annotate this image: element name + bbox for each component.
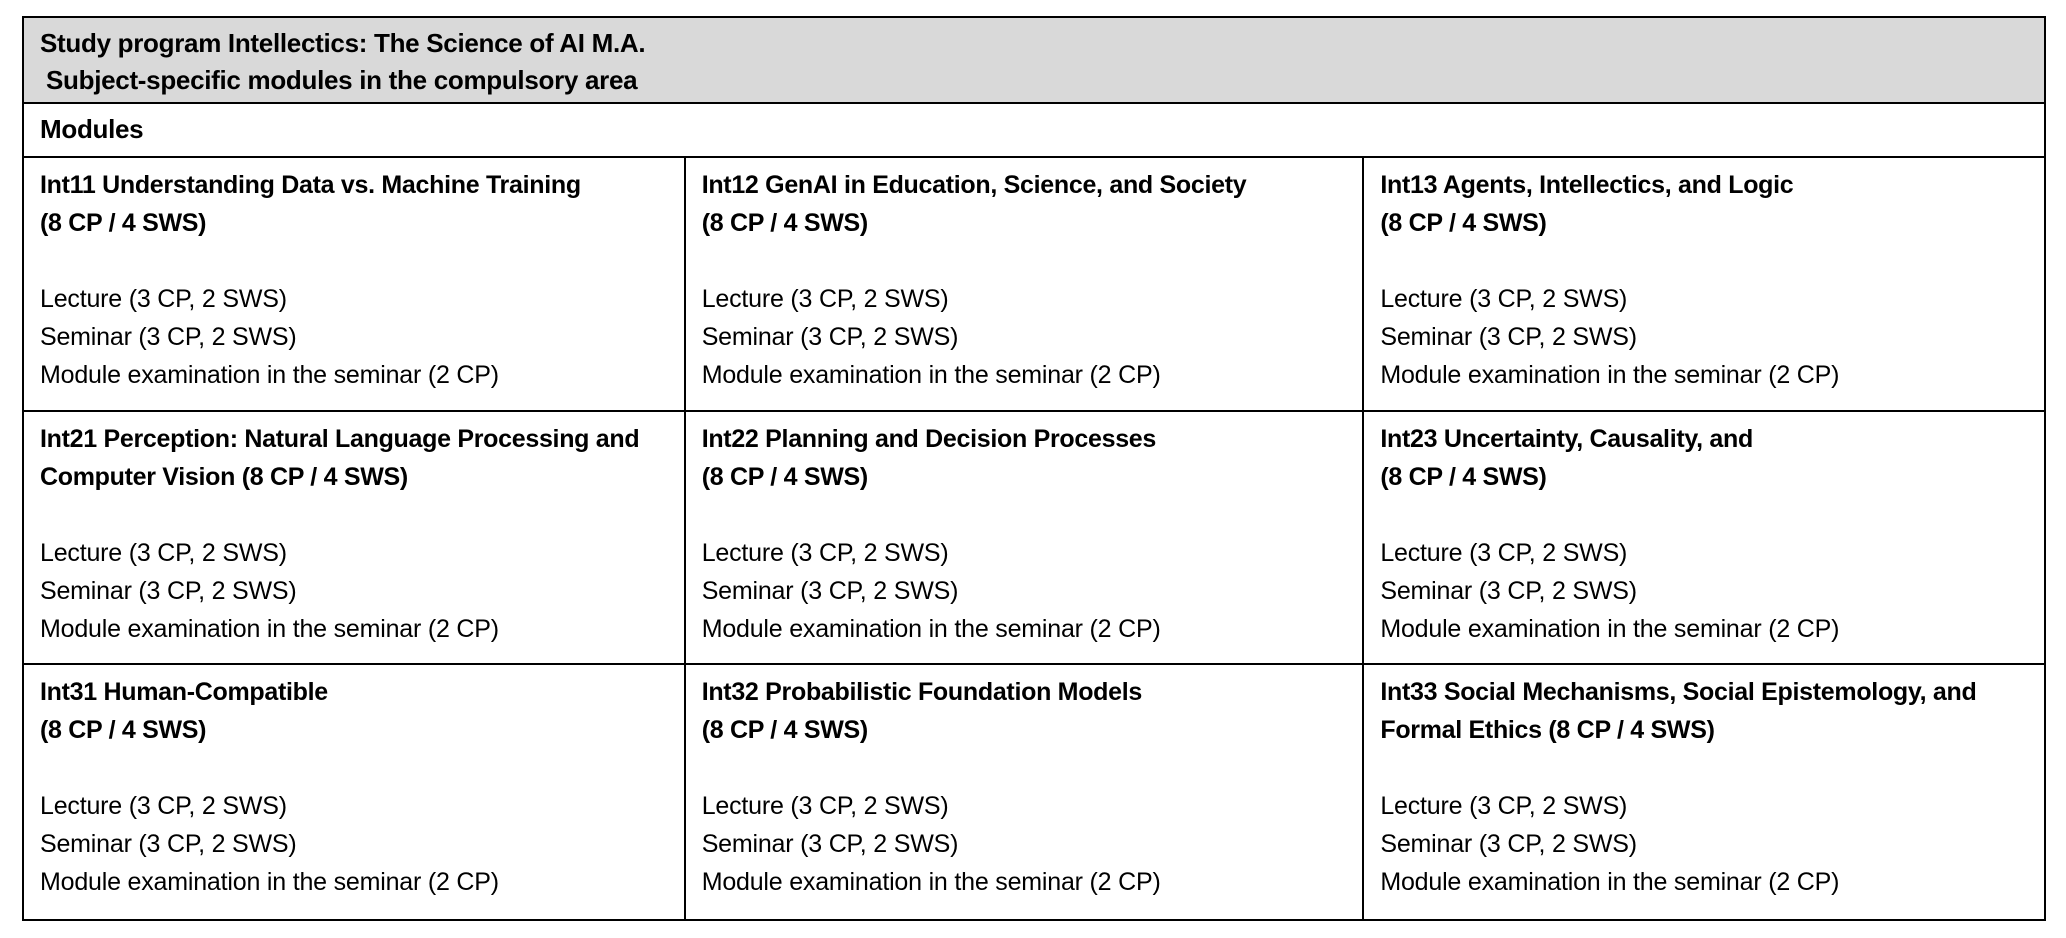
module-component-exam: Module examination in the seminar (2 CP) [701,868,1161,897]
module-credits: (8 CP / 4 SWS) [1380,209,1547,237]
module-component-lecture: Lecture (3 CP, 2 SWS) [1380,538,1628,567]
module-title-block [702,673,1349,749]
module-component-lecture: Lecture (3 CP, 2 SWS) [701,285,949,313]
module-cell-int33 [1364,665,2044,919]
module-component-exam: Module examination in the seminar (2 CP) [1380,868,1840,897]
module-credits: (8 CP / 4 SWS) [701,209,868,237]
module-component-lecture: Lecture (3 CP, 2 SWS) [40,792,287,821]
module-component-seminar: Seminar (3 CP, 2 SWS) [1380,830,1637,859]
module-component-seminar: Seminar (3 CP, 2 SWS) [1380,323,1637,351]
module-credits: (8 CP / 4 SWS) [40,716,207,745]
module-component-lecture: Lecture (3 CP, 2 SWS) [40,285,287,313]
module-credits: Formal Ethics (8 CP / 4 SWS) [1380,716,1715,745]
module-components [702,280,1349,394]
module-components [1380,534,2030,648]
module-component-lecture: Lecture (3 CP, 2 SWS) [701,538,949,567]
module-cell-int32 [686,665,1365,919]
module-title: Int21 Perception: Natural Language Processing and [40,424,640,453]
module-component-seminar: Seminar (3 CP, 2 SWS) [40,323,297,351]
module-components [702,534,1349,648]
module-cell-int12 [686,158,1365,412]
module-title-block [702,166,1349,242]
module-cell-int13 [1364,158,2044,412]
module-component-lecture: Lecture (3 CP, 2 SWS) [701,792,949,821]
module-component-lecture: Lecture (3 CP, 2 SWS) [1380,792,1628,821]
module-components [702,787,1349,901]
module-components [40,787,670,901]
module-title: Int31 Human-Compatible [40,678,328,707]
module-title: Int33 Social Mechanisms, Social Epistemology, and [1380,678,1977,707]
module-component-lecture: Lecture (3 CP, 2 SWS) [1380,285,1628,313]
module-cell-int11 [24,158,686,412]
module-title-block [1380,166,2030,242]
module-title: Int11 Understanding Data vs. Machine Training [40,171,581,199]
module-title-block [702,420,1349,496]
module-title-block [1380,673,2030,749]
study-program-title: Study program Intellectics: The Science of AI M.A. [40,28,646,58]
module-credits: (8 CP / 4 SWS) [40,209,207,237]
module-component-seminar: Seminar (3 CP, 2 SWS) [701,830,959,859]
module-title-block [1380,420,2030,496]
module-credits: (8 CP / 4 SWS) [701,462,868,491]
module-component-seminar: Seminar (3 CP, 2 SWS) [1380,576,1637,605]
module-title: Int12 GenAI in Education, Science, and Society [701,171,1247,199]
module-cell-int23 [1364,412,2044,666]
module-credits: (8 CP / 4 SWS) [1380,462,1547,491]
module-component-seminar: Seminar (3 CP, 2 SWS) [701,576,959,605]
module-component-exam: Module examination in the seminar (2 CP) [1380,614,1840,643]
module-component-exam: Module examination in the seminar (2 CP) [701,614,1161,643]
table-header [24,18,2044,104]
module-component-lecture: Lecture (3 CP, 2 SWS) [40,538,287,567]
module-credits: Computer Vision (8 CP / 4 SWS) [40,462,408,491]
modules-section-label: Modules [24,104,2044,158]
modules-grid [24,158,2044,919]
module-component-exam: Module examination in the seminar (2 CP) [701,361,1161,389]
module-component-seminar: Seminar (3 CP, 2 SWS) [40,576,297,605]
module-component-exam: Module examination in the seminar (2 CP) [40,868,499,897]
table-subtitle: Subject-specific modules in the compulsory area [46,65,638,95]
module-title-block [40,166,670,242]
module-components [40,534,670,648]
module-component-seminar: Seminar (3 CP, 2 SWS) [40,830,297,859]
module-component-exam: Module examination in the seminar (2 CP) [40,614,499,643]
module-title: Int22 Planning and Decision Processes [701,424,1157,453]
module-component-seminar: Seminar (3 CP, 2 SWS) [701,323,959,351]
module-component-exam: Module examination in the seminar (2 CP) [1380,361,1840,389]
module-title: Int32 Probabilistic Foundation Models [701,678,1143,707]
module-title-block [40,673,670,749]
study-program-table [22,16,2046,921]
module-credits: (8 CP / 4 SWS) [701,716,868,745]
module-cell-int22 [686,412,1365,666]
module-component-exam: Module examination in the seminar (2 CP) [40,361,499,389]
module-cell-int31 [24,665,686,919]
module-title-block [40,420,670,496]
module-title: Int23 Uncertainty, Causality, and [1380,424,1753,453]
module-title: Int13 Agents, Intellectics, and Logic [1380,171,1794,199]
module-components [1380,280,2030,394]
module-components [1380,787,2030,901]
module-components [40,280,670,394]
module-cell-int21 [24,412,686,666]
